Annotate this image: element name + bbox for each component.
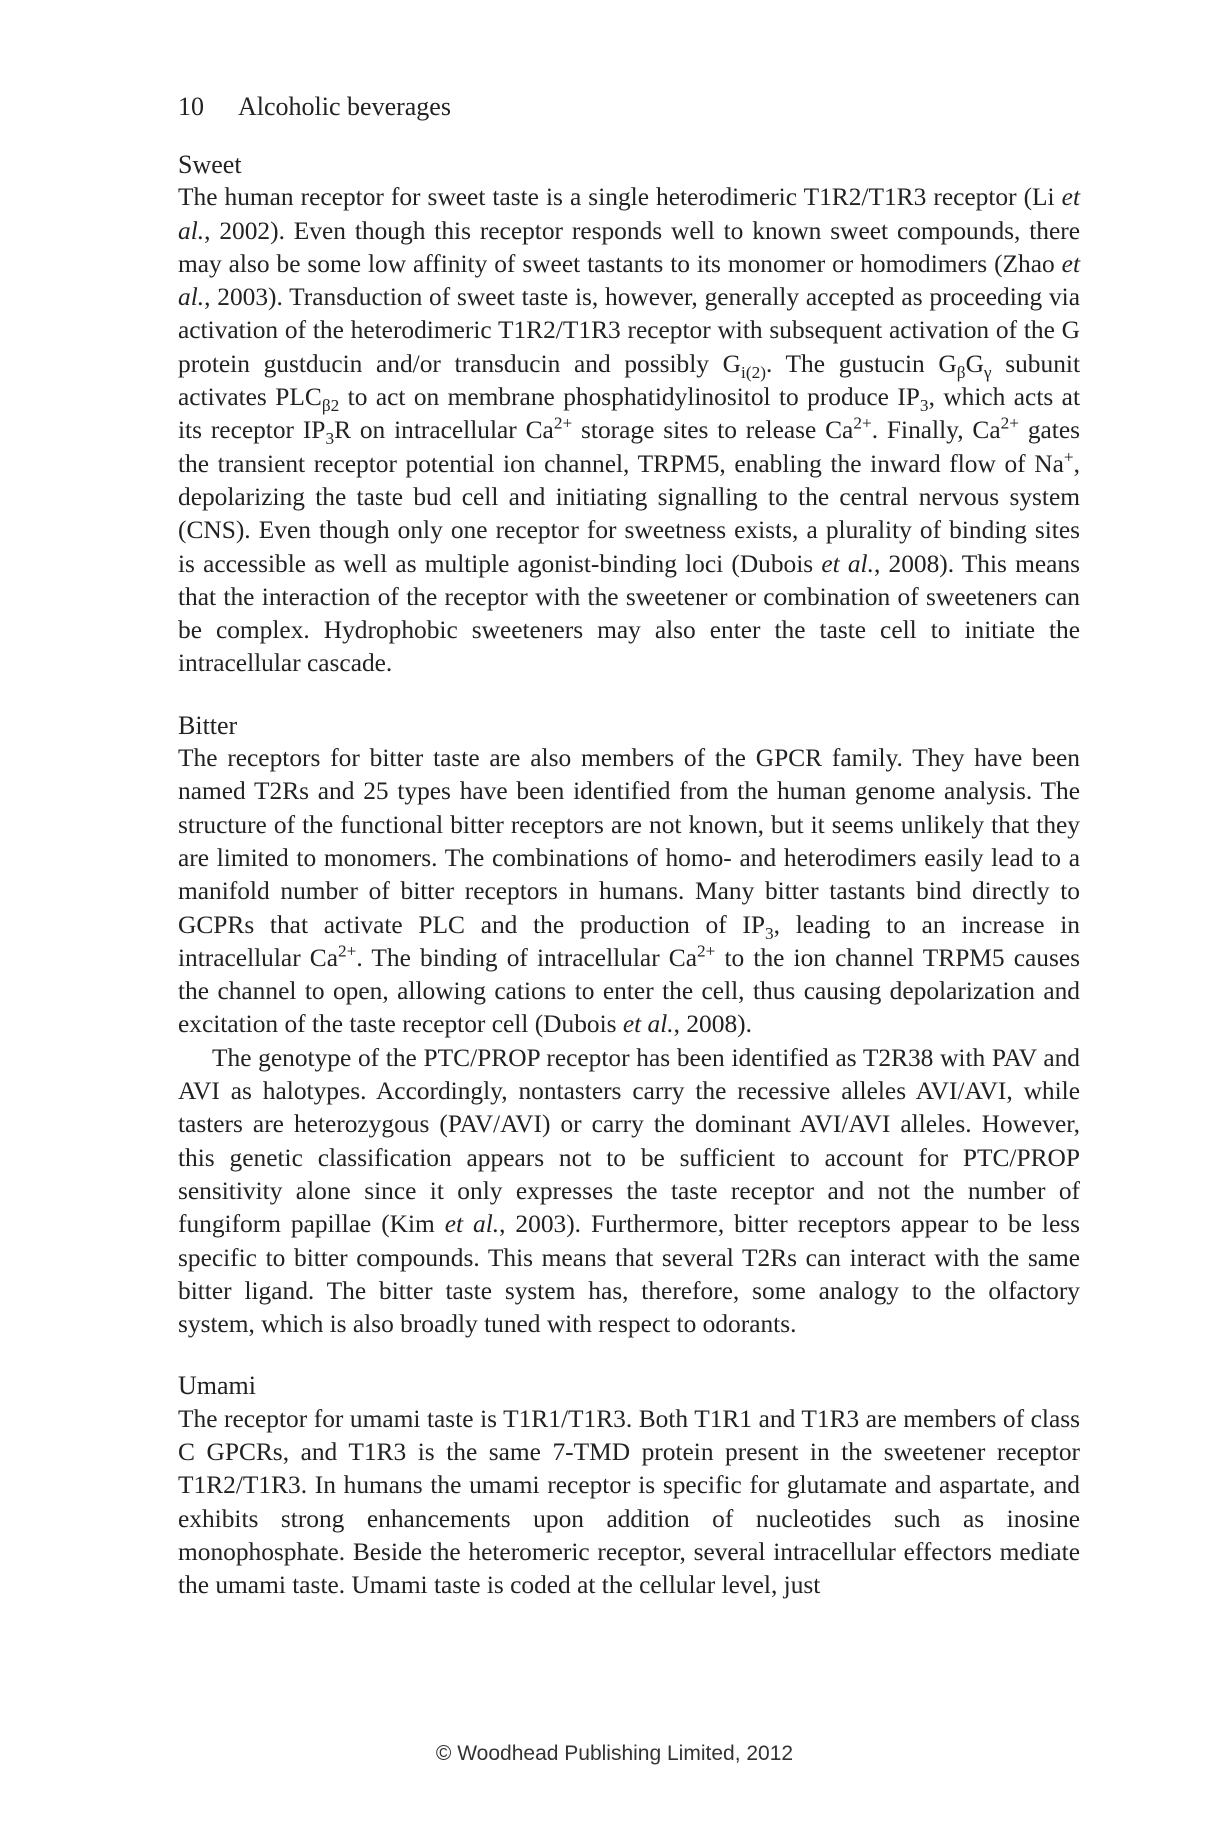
section-heading-bitter: Bitter bbox=[178, 710, 238, 740]
paragraph-bitter-2: The genotype of the PTC/PROP receptor has been identified as T2R38 with PAV and AVI as halotypes. Accordingly, nontasters carry the recessive alleles AVI/AVI, while tasters are heterozygous (PAV/AVI) or carry the dominant AVI/AVI alleles. However, this genetic classification appears not to be sufficient to account for PTC/PROP sensitivity alone since it only expresses the taste receptor and not the number of fungiform papillae (Kim et al., 2003). Furthermore, bitter receptors appear to be less specific to bitter compounds. This means that several T2Rs can interact with the same bitter ligand. The bitter taste system has, therefore, some analogy to the olfactory system, which is also broadly tuned with respect to odorants. bbox=[178, 1043, 1081, 1339]
paragraph-bitter-1: The receptors for bitter taste are also members of the GPCR family. They have been named T2Rs and 25 types have been identified from the human genome analysis. The structure of the functional bitter receptors are not known, but it seems unlikely that they are limited to monomers. The combinations of homo- and heterodimers easily lead to a manifold number of bitter receptors in humans. Many bitter tastants bind directly to GCPRs that activate PLC and the production of $IP_3$, leading to an increase in intracellular $Ca^{2+}$. The binding of intracellular $Ca^{2+}$ to the ion channel TRPM5 causes the channel to open, allowing cations to enter the cell, thus causing depolarization and excitation of the taste receptor cell (Dubois et al., 2008). bbox=[178, 744, 1080, 1039]
section-bitter bbox=[178, 709, 1080, 1342]
section-umami bbox=[178, 1369, 1080, 1602]
page-number: 10 bbox=[178, 92, 204, 121]
section-heading-umami: Umami bbox=[178, 1371, 256, 1401]
section-sweet bbox=[178, 148, 1080, 681]
section-heading-sweet: Sweet bbox=[178, 150, 242, 179]
page-body bbox=[178, 88, 1080, 1630]
running-head bbox=[178, 88, 1080, 126]
paragraph-sweet: The human receptor for sweet taste is a single heterodimeric T1R2/T1R3 receptor (Li et al., 2002). Even though this receptor responds well to known sweet compounds, there may also be some low affinity of sweet tastants to its monomer or homodimers (Zhao et al., 2003). Transduction of sweet taste is, however, generally accepted as proceeding via activation of the heterodimeric T1R2/T1R3 receptor with subsequent activation of the G protein gustducin and/or transducin and possibly $G_{i(2)}$. The gustucin $G_\beta G_\gamma$ subunit activates $PLC_{\beta 2}$ to act on membrane phosphatidylinositol to produce $IP_3$, which acts at its receptor $IP_3R$ on intracellular $Ca^{2+}$ storage sites to release $Ca^{2+}$. Finally, $Ca^{2+}$ gates the transient receptor potential ion channel, TRPM5, enabling the inward flow of Na+, depolarizing the taste bud cell and initiating signalling to the central nervous system (CNS). Even though only one receptor for sweetness exists, a plurality of binding sites is accessible as well as multiple agonist-binding loci (Dubois et al., 2008). This means that the interaction of the receptor with the sweetener or combination of sweeteners can be complex. Hydrophobic sweeteners may also enter the taste cell to initiate the intracellular cascade. bbox=[178, 183, 1081, 678]
running-title: Alcoholic beverages bbox=[238, 92, 451, 121]
copyright-footer: © Woodhead Publishing Limited, 2012 bbox=[435, 1742, 794, 1765]
paragraph-umami: The receptor for umami taste is T1R1/T1R3. Both T1R1 and T1R3 are members of class C GPCRs, and T1R3 is the same 7-TMD protein present in the sweetener receptor T1R2/T1R3. In humans the umami receptor is specific for glutamate and aspartate, and exhibits strong enhancements upon addition of nucleotides such as inosine monophosphate. Beside the heteromeric receptor, several intracellular effectors mediate the umami taste. Umami taste is coded at the cellular level, just bbox=[178, 1404, 1080, 1600]
